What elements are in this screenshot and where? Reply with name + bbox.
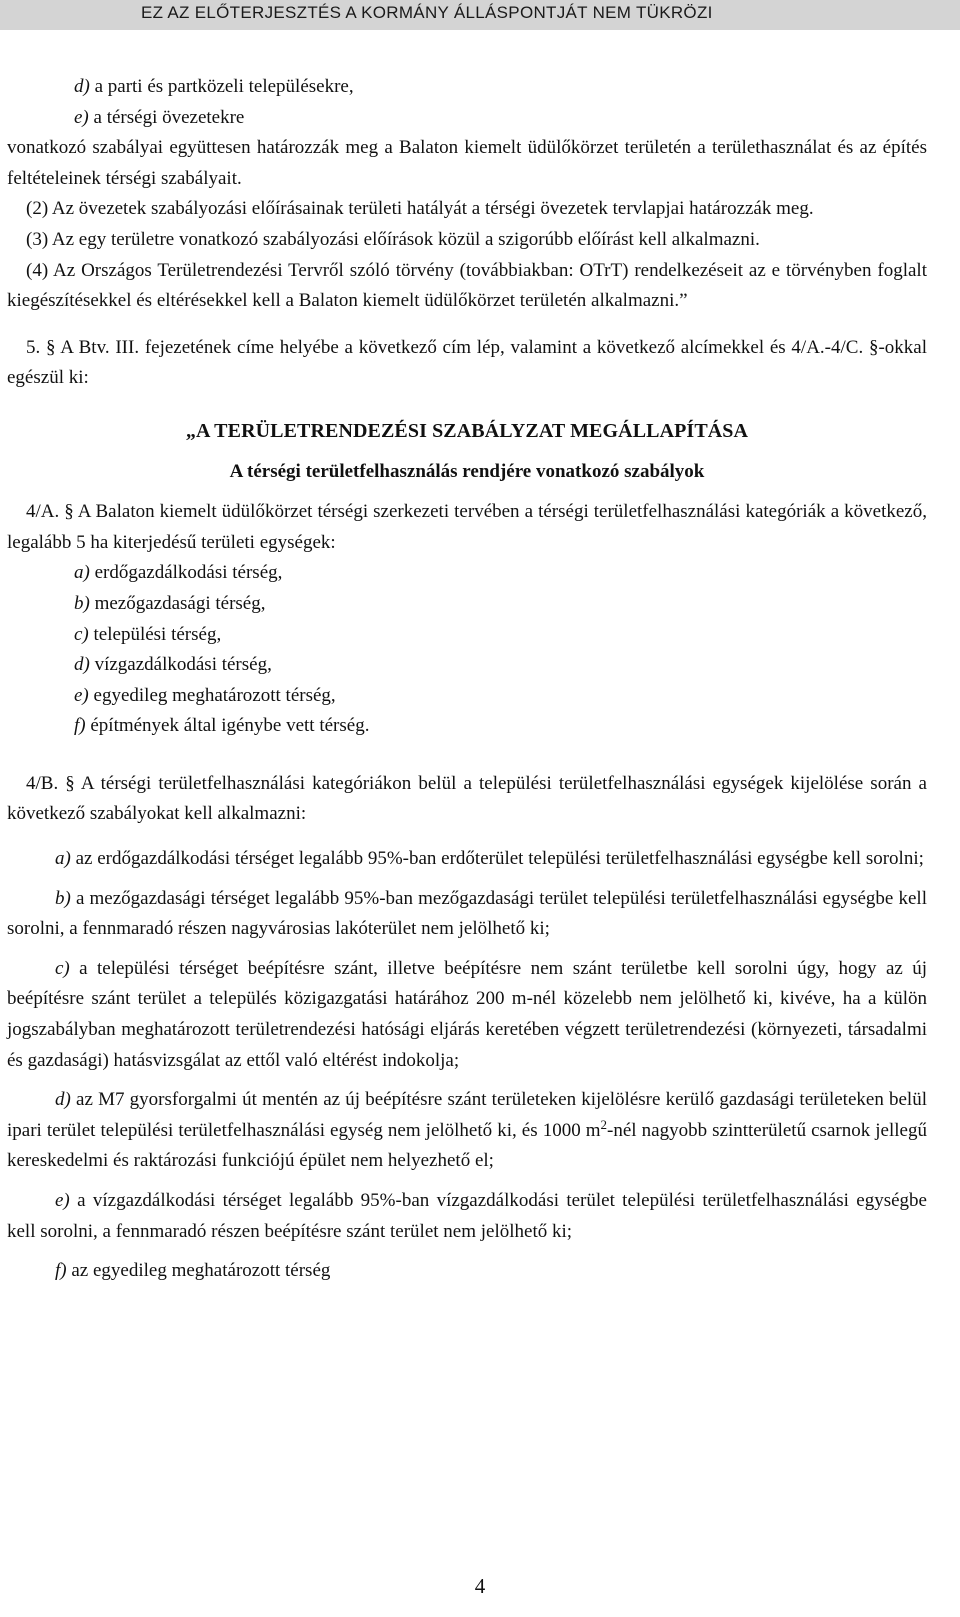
item-letter: f) bbox=[74, 715, 86, 737]
item-text: egyedileg meghatározott térség, bbox=[88, 684, 336, 706]
paragraph-2: (2) Az övezetek szabályozási előírásainak területi hatályát a térségi övezetek tervlapjai határozzák meg. bbox=[26, 198, 814, 220]
item-text: a parti és partközeli településekre, bbox=[89, 76, 354, 97]
item-letter: e) bbox=[74, 106, 89, 128]
item-text: az egyedileg meghatározott térség bbox=[66, 1260, 331, 1282]
item-text: építmények által igénybe vett térség. bbox=[85, 715, 370, 737]
item-letter: c) bbox=[74, 623, 89, 645]
rule-b bbox=[7, 884, 927, 945]
subtitle: A térségi területfelhasználás rendjére vonatkozó szabályok bbox=[229, 460, 705, 482]
rule-a bbox=[7, 844, 927, 875]
item-letter: a) bbox=[55, 848, 71, 870]
item-text: mezőgazdasági térség, bbox=[89, 592, 266, 614]
item-letter: e) bbox=[55, 1190, 70, 1211]
rule-c bbox=[7, 954, 927, 1076]
paragraph-3: (3) Az egy területre vonatkozó szabályozási előírások közül a szigorúbb előírást kell alkalmazni. bbox=[26, 228, 760, 250]
rule-e bbox=[7, 1186, 927, 1247]
list-item-d bbox=[7, 650, 927, 681]
chapter-title: „A TERÜLETRENDEZÉSI SZABÁLYZAT MEGÁLLAPÍTÁSA bbox=[185, 419, 749, 442]
list-item-d bbox=[7, 72, 927, 103]
rule-d bbox=[7, 1085, 927, 1177]
item-text: -nél nagyobb szintterületű csarnok jellegű kereskedelmi és raktározási funkciójú épület nem helyezhető el; bbox=[7, 1119, 927, 1172]
item-letter: a) bbox=[74, 562, 90, 584]
section-5: 5. § A Btv. III. fejezetének címe helyébe a következő cím lép, valamint a következő alcímekkel és 4/A.-4/C. §-okkal egészül ki: bbox=[7, 336, 927, 389]
paragraph-1: vonatkozó szabályai együttesen határozzák meg a Balaton kiemelt üdülőkörzet területén a területhasználat és az építés feltételeinek térségi szabályait. bbox=[7, 137, 927, 189]
item-text: a mezőgazdasági térséget legalább 95%-ban mezőgazdasági terület települési területfelhasználási egységbe kell sorolni, a fennmaradó részen nagyvárosias lakóterület nem jelölhető ki; bbox=[7, 887, 927, 940]
section-4b-intro: 4/B. § A térségi területfelhasználási kategóriákon belül a települési területfelhasználási egységek kijelölése során a következő szabályokat kell alkalmazni: bbox=[7, 772, 927, 825]
header-banner bbox=[0, 0, 960, 30]
item-letter: d) bbox=[55, 1089, 71, 1111]
list-item-e bbox=[7, 103, 927, 134]
item-text: erdőgazdálkodási térség, bbox=[89, 562, 283, 584]
item-letter: e) bbox=[74, 684, 89, 706]
list-item-c bbox=[7, 620, 927, 651]
page-number: 4 bbox=[474, 1574, 486, 1598]
item-letter: d) bbox=[74, 654, 90, 676]
paragraph-4: (4) Az Országos Területrendezési Tervről szóló törvény (továbbiakban: OTrT) rendelkezéseit az e törvényben foglalt kiegészítésekkel és eltérésekkel kell a Balaton kiemelt üdülőkörzet területén alkalmazni.” bbox=[7, 259, 927, 312]
rule-f bbox=[7, 1256, 927, 1287]
list-item-a bbox=[7, 558, 927, 589]
item-text: vízgazdálkodási térség, bbox=[89, 654, 272, 676]
item-text: az M7 gyorsforgalmi út mentén az új beépítésre szánt területeken kijelölésre kerülő gazdasági területeken belül ipari terület települési területfelhasználási egység nem jelölhető ki, és 1000 m bbox=[7, 1089, 927, 1141]
item-text: települési térség, bbox=[88, 623, 222, 645]
item-letter: b) bbox=[74, 592, 90, 614]
header-disclaimer: EZ AZ ELŐTERJESZTÉS A KORMÁNY ÁLLÁSPONTJÁT NEM TÜKRÖZI bbox=[141, 3, 713, 22]
item-text: a települési térséget beépítésre szánt, illetve beépítésre nem szánt területbe kell sorolni úgy, hogy az új beépítésre szánt terület a település közigazgatási határához 200 m-nél közelebb nem jelölhető ki, kivéve, ha a külön jogszabályban meghatározott területrendezési hatósági eljárás keretében végzett területrendezési (környezeti, társadalmi és gazdasági) hatásvizsgálat az ettől való eltérést indokolja; bbox=[7, 957, 927, 1071]
item-letter: d) bbox=[74, 76, 90, 97]
item-text: az erdőgazdálkodási térséget legalább 95%-ban erdőterület települési területfelhasználási egységbe kell sorolni; bbox=[70, 848, 924, 870]
list-item-f bbox=[7, 711, 927, 742]
list-item-b bbox=[7, 589, 927, 620]
document-body bbox=[7, 72, 927, 1287]
item-letter: b) bbox=[55, 887, 71, 909]
superscript: 2 bbox=[600, 1116, 608, 1132]
section-4a-intro: 4/A. § A Balaton kiemelt üdülőkörzet térségi szerkezeti tervében a térségi területfelhasználási kategóriák a következő, legalább 5 ha kiterjedésű területi egységek: bbox=[7, 501, 927, 553]
item-text: a vízgazdálkodási térséget legalább 95%-ban vízgazdálkodási terület települési területfelhasználási egységbe kell sorolni, a fennmaradó részen beépítésre szánt terület nem jelölhető ki; bbox=[7, 1190, 927, 1242]
list-item-e bbox=[7, 681, 927, 712]
item-letter: c) bbox=[55, 957, 70, 979]
item-text: a térségi övezetekre bbox=[88, 106, 245, 128]
item-letter: f) bbox=[55, 1260, 67, 1282]
